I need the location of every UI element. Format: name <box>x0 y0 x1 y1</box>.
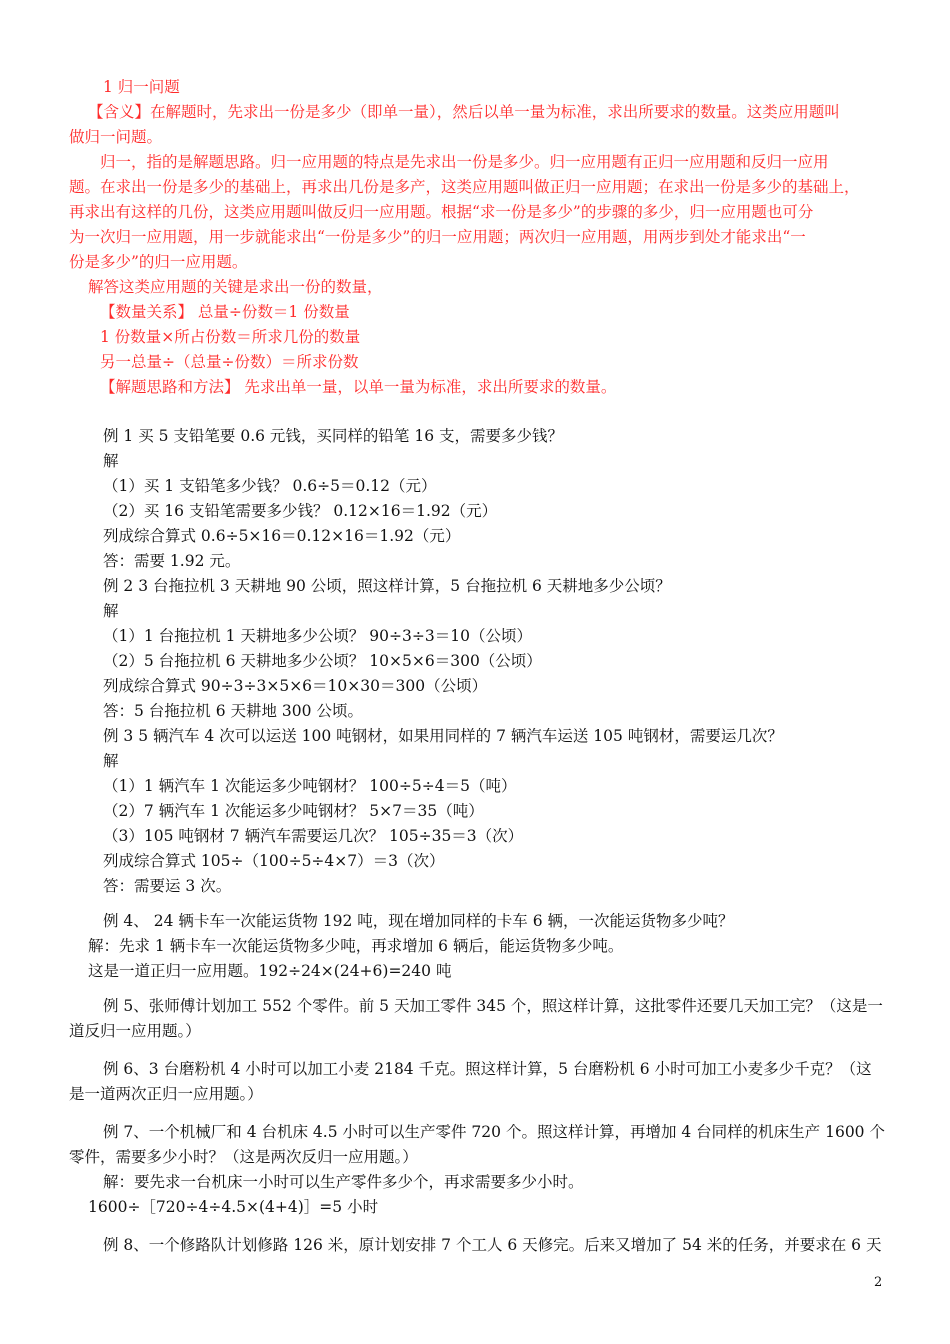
example-7-formula: 1600÷［720÷4÷4.5×(4+4)］=5 小时 <box>88 1198 379 1216</box>
example-1-solution-label: 解 <box>103 452 119 470</box>
example-4-solution: 解：先求 1 辆卡车一次能运货物多少吨，再求增加 6 辆后，能运货物多少吨。 <box>88 937 624 955</box>
example-5-line-1: 例 5、张师傅计划加工 552 个零件。前 5 天加工零件 345 个，照这样计算，这批零件还要几天加工完？（这是一 <box>103 997 883 1015</box>
example-3-step-3: （3）105 吨钢材 7 辆汽车需要运几次？ 105÷35＝3（次） <box>103 827 524 845</box>
example-4-question: 例 4、 24 辆卡车一次能运货物 192 吨，现在增加同样的卡车 6 辆，一次能运货物多少吨？ <box>103 912 734 930</box>
example-6-line-1: 例 6、3 台磨粉机 4 小时可以加工小麦 2184 千克。照这样计算，5 台磨粉机 6 小时可加工小麦多少千克？（这 <box>103 1060 872 1078</box>
example-1-step-2: （2）买 16 支铅笔需要多少钱？ 0.12×16＝1.92（元） <box>103 502 498 520</box>
explanation-line-3: 再求出有这样的几份，这类应用题叫做反归一应用题。根据“求一份是多少”的步骤的多少，归一应用题也可分 <box>69 203 814 221</box>
example-7-line-1: 例 7、一个机械厂和 4 台机床 4.5 小时可以生产零件 720 个。照这样计算，再增加 4 台同样的机床生产 1600 个 <box>103 1123 885 1141</box>
example-6-line-2: 是一道两次正归一应用题。） <box>69 1085 263 1103</box>
example-5-line-2: 道反归一应用题。） <box>69 1022 201 1040</box>
key-point: 解答这类应用题的关键是求出一份的数量， <box>88 278 383 296</box>
example-2-formula: 列成综合算式 90÷3÷3×5×6＝10×30＝300（公顷） <box>103 677 488 695</box>
example-1-formula: 列成综合算式 0.6÷5×16＝0.12×16＝1.92（元） <box>103 527 461 545</box>
relation-line-2: 1 份数量×所占份数＝所求几份的数量 <box>100 328 361 346</box>
section-title: 1 归一问题 <box>103 78 180 96</box>
example-3-solution-label: 解 <box>103 752 119 770</box>
example-3-step-1: （1）1 辆汽车 1 次能运多少吨钢材？ 100÷5÷4＝5（吨） <box>103 777 517 795</box>
example-3-question: 例 3 5 辆汽车 4 次可以运送 100 吨钢材，如果用同样的 7 辆汽车运送 105 吨钢材，需要运几次？ <box>103 727 783 745</box>
example-7-solution: 解：要先求一台机床一小时可以生产零件多少个，再求需要多少小时。 <box>103 1173 584 1191</box>
definition-line-2: 做归一问题。 <box>69 128 163 146</box>
example-3-answer: 答：需要运 3 次。 <box>103 877 232 895</box>
example-2-answer: 答：5 台拖拉机 6 天耕地 300 公顷。 <box>103 702 363 720</box>
example-3-step-2: （2）7 辆汽车 1 次能运多少吨钢材？ 5×7＝35（吨） <box>103 802 484 820</box>
explanation-line-4: 为一次归一应用题，用一步就能求出“一份是多少”的归一应用题；两次归一应用题，用两步到处才能求出“一 <box>69 228 806 246</box>
method-line: 【解题思路和方法】 先求出单一量，以单一量为标准，求出所要求的数量。 <box>100 378 617 396</box>
example-2-solution-label: 解 <box>103 602 119 620</box>
explanation-line-5: 份是多少”的归一应用题。 <box>69 253 248 271</box>
example-1-question: 例 1 买 5 支铅笔要 0.6 元钱，买同样的铅笔 16 支，需要多少钱？ <box>103 427 564 445</box>
example-7-line-2: 零件，需要多少小时？（这是两次反归一应用题。） <box>69 1148 418 1166</box>
definition-line-1: 【含义】在解题时，先求出一份是多少（即单一量），然后以单一量为标准，求出所要求的数量。这类应用题叫 <box>88 103 840 121</box>
example-4-formula: 这是一道正归一应用题。192÷24×(24+6)=240 吨 <box>88 962 452 980</box>
relation-line-1: 【数量关系】 总量÷份数＝1 份数量 <box>100 303 350 321</box>
example-1-answer: 答：需要 1.92 元。 <box>103 552 241 570</box>
explanation-line-2: 题。在求出一份是多少的基础上，再求出几份是多产，这类应用题叫做正归一应用题；在求出一份是多少的基础上， <box>69 178 860 196</box>
example-2-question: 例 2 3 台拖拉机 3 天耕地 90 公顷，照这样计算，5 台拖拉机 6 天耕地多少公顷？ <box>103 577 671 595</box>
example-2-step-1: （1）1 台拖拉机 1 天耕地多少公顷？ 90÷3÷3＝10（公顷） <box>103 627 532 645</box>
explanation-line-1: 归一，指的是解题思路。归一应用题的特点是先求出一份是多少。归一应用题有正归一应用题和反归一应用 <box>100 153 829 171</box>
relation-line-3: 另一总量÷（总量÷份数）＝所求份数 <box>100 353 359 371</box>
page-number: 2 <box>874 1275 883 1290</box>
example-2-step-2: （2）5 台拖拉机 6 天耕地多少公顷？ 10×5×6＝300（公顷） <box>103 652 542 670</box>
example-3-formula: 列成综合算式 105÷（100÷5÷4×7）＝3（次） <box>103 852 445 870</box>
example-8-line-1: 例 8、一个修路队计划修路 126 米，原计划安排 7 个工人 6 天修完。后来又增加了 54 米的任务，并要求在 6 天 <box>103 1236 882 1254</box>
example-1-step-1: （1）买 1 支铅笔多少钱？ 0.6÷5＝0.12（元） <box>103 477 437 495</box>
